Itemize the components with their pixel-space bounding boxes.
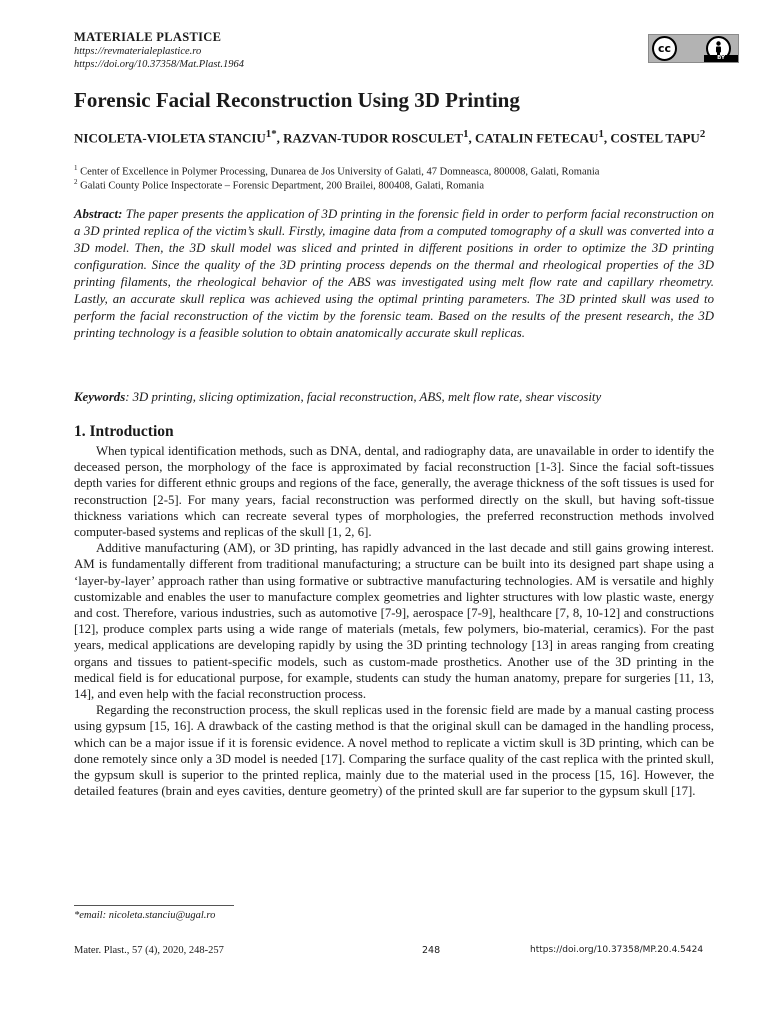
author-name: , COSTEL TAPU (603, 130, 700, 146)
abstract-label: Abstract: (74, 207, 123, 221)
affiliation-2 (74, 176, 714, 193)
keywords (74, 389, 714, 405)
corresponding-email[interactable]: *email: nicoleta.stanciu@ugal.ro (74, 910, 216, 921)
author-name: , CATALIN FETECAU (468, 130, 599, 146)
journal-name: MATERIALE PLASTICE (74, 30, 222, 44)
page-number: 248 (422, 945, 441, 956)
footer-citation: Mater. Plast., 57 (4), 2020, 248-257 (74, 945, 224, 956)
creative-commons-icon: cc (652, 36, 677, 61)
journal-header (74, 30, 714, 71)
author-affiliation-mark: 1 (598, 128, 604, 140)
author-affiliation-mark: 1* (265, 128, 277, 140)
affiliation-number: 2 (74, 178, 78, 186)
author-list (74, 126, 714, 146)
by-label: BY (704, 55, 738, 62)
author-affiliation-mark: 2 (699, 128, 706, 140)
footnote-divider (74, 905, 234, 906)
cc-by-license-badge[interactable] (648, 34, 739, 63)
author-name: NICOLETA-VIOLETA STANCIU (74, 130, 266, 146)
body-paragraph: Regarding the reconstruction process, the skull replicas used in the forensic field are made by a manual casting process using gypsum [15, 16]. A drawback of the casting method is that the original skull can be damaged in the handling process, which can be a major issue if it is forensic evidence. A novel method to replicate a victim skull is 3D printing, which can be done remotely since only a 3D model is needed [17]. Comparing the surface quality of the cast replica with the printed skull, the gypsum skull is superior to the printed replica, mainly due to the material used in the process [15, 16]. However, the detailed features (brain and eyes cavities, denture geometry) of the printed skull are far superior to the gypsum skull [17]. (74, 703, 714, 799)
abstract (74, 206, 714, 342)
author-affiliation-mark: 1 (463, 128, 469, 140)
affiliation-number: 1 (74, 164, 78, 172)
body-paragraph: When typical identification methods, such as DNA, dental, and radiography data, are unavailable in order to identify the deceased person, the morphology of the face is approximated by facial reconstruction [1-3]. Since the facial soft-tissues depth varies for different ethnic groups and regions of the face, generally, the average thickness of the soft tissues is used for reconstruction [2-5]. For many years, facial reconstruction was performed directly on the skull, but having soft-tissue thickness variations which can recreate several types of morphologies, the preferred reconstruction methods involved computer-based systems and replicas of the skull [1, 2, 6]. (74, 444, 714, 540)
body-paragraph: Additive manufacturing (AM), or 3D printing, has rapidly advanced in the last decade and still gains growing interest. AM is fundamentally different from traditional manufacturing; a structure can be built into its designed part shape using a ‘layer-by-layer’ approach rather than using formative or subtractive manufacturing technologies. AM is versatile and highly customizable and enables the user to manufacture complex geometries and lighter structures with low plastic waste, energy and cost. Therefore, various industries, such as automotive [7-9], aerospace [7-9], healthcare [7, 8, 10-12] and constructions [12], produce complex parts using a wide range of materials (metals, few polymers, bio-material, ceramics). For the past years, medical applications are developing rapidly by using the 3D printing technology [13] in areas ranging from creating organs and tissues to patient-specific models, such as custom-made prosthetics. Another use of the 3D printing in the medical field is for educational purpose, for example, students can study the human anatomy, prepare for surgeries [11, 13, 14], and even help with the facial reconstruction process. (74, 541, 714, 702)
footer-doi-link[interactable]: https://doi.org/10.37358/MP.20.4.5424 (530, 945, 704, 955)
affiliation-text: Center of Excellence in Polymer Processing, Dunarea de Jos University of Galati, 47 Domneasca, 800008, Galati, Romania (77, 166, 600, 178)
journal-url[interactable]: https://revmaterialeplastice.ro (74, 46, 202, 57)
abstract-text: The paper presents the application of 3D printing in the forensic field in order to perform facial reconstruction on a 3D printed replica of the victim’s skull. Firstly, imagine data from a computed tomography of a skull was converted into a 3D model. Then, the 3D skull model was sliced and printed in different positions in order to optimize the 3D printing configuration. Since the quality of the 3D printing process depends on the thermal and rheological properties of the 3D printing filaments, the rheological behavior of the ABS was investigated using melt flow rate and capillary rheometry. Lastly, an accurate skull replica was achieved using the optimal printing parameters. The 3D printed skull was used to perform the facial reconstruction of the victim by the forensic team. Based on the results of the present research, the 3D printing technology is a feasible solution to obtain anatomically accurate skull replicas. (74, 207, 714, 340)
section-heading: 1. Introduction (74, 423, 174, 440)
keywords-label: Keywords (74, 390, 126, 404)
introduction-body (74, 443, 714, 799)
author-name: , RAZVAN-TUDOR ROSCULET (276, 130, 464, 146)
journal-doi[interactable]: https://doi.org/10.37358/Mat.Plast.1964 (74, 59, 244, 70)
paper-title: Forensic Facial Reconstruction Using 3D Printing (74, 88, 520, 112)
affiliation-text: Galati County Police Inspectorate – Forensic Department, 200 Brailei, 800408, Galati, Romania (77, 180, 484, 192)
keywords-text: : 3D printing, slicing optimization, facial reconstruction, ABS, melt flow rate, shear viscosity (125, 390, 602, 404)
